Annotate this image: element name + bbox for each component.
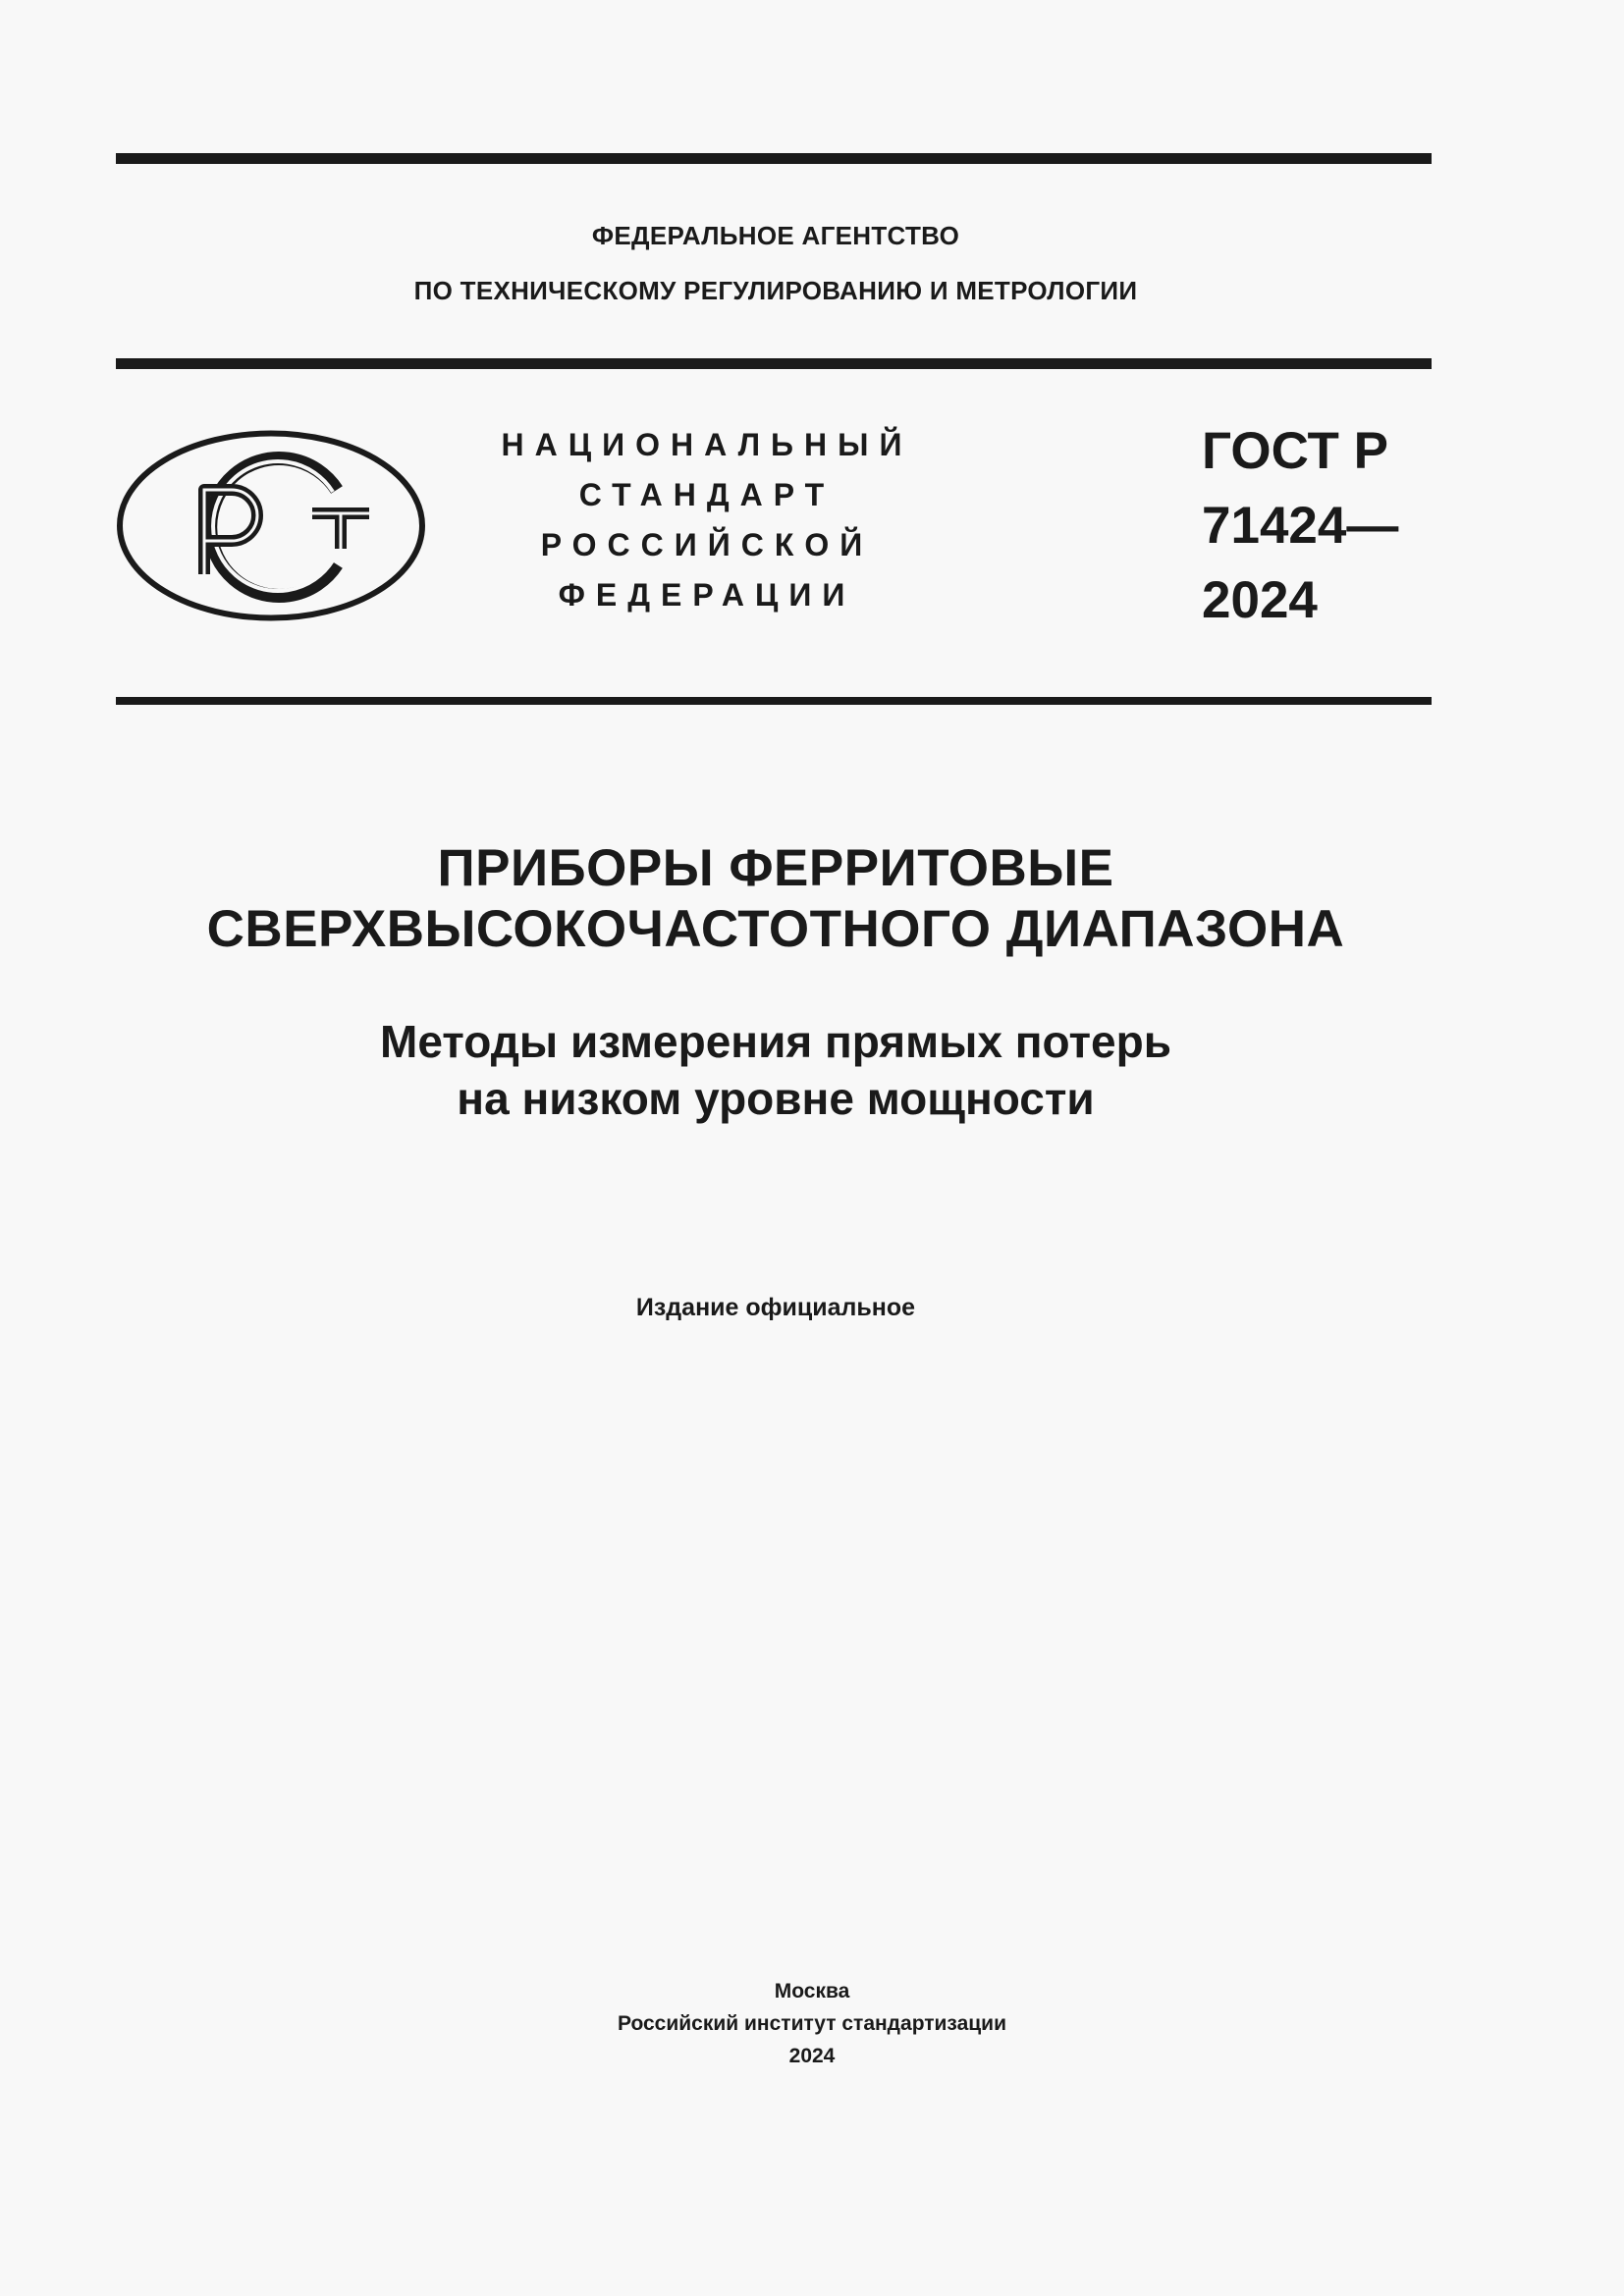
rst-certification-mark-icon: [116, 429, 426, 622]
agency-name-line-1: ФЕДЕРАЛЬНОЕ АГЕНТСТВО: [591, 221, 960, 250]
imprint-city: Москва: [774, 1980, 850, 2002]
designation-line-3: 2024: [1202, 571, 1318, 629]
document-title: [0, 838, 1551, 960]
top-rule: [116, 153, 1432, 164]
subtitle-line-2: на низком уровне мощности: [457, 1073, 1095, 1124]
subtitle-line-1: Методы измерения прямых потерь: [380, 1016, 1171, 1067]
national-standard-label: [496, 420, 918, 620]
national-standard-line: ФЕДЕРАЦИИ: [558, 577, 856, 613]
imprint-year: 2024: [788, 2045, 836, 2067]
document-subtitle: [0, 1013, 1551, 1127]
edition-label: Издание официальное: [635, 1294, 916, 1321]
designation-line-1: ГОСТ Р: [1202, 422, 1388, 480]
section-rule: [116, 697, 1432, 705]
title-line-1: ПРИБОРЫ ФЕРРИТОВЫЕ: [437, 839, 1114, 897]
national-standard-line: РОССИЙСКОЙ: [540, 527, 874, 562]
designation-line-2: 71424—: [1202, 497, 1399, 555]
imprint-publisher: Российский институт стандартизации: [617, 2012, 1007, 2035]
imprint: [0, 1975, 1624, 2072]
standard-designation: [1202, 414, 1398, 638]
title-line-2: СВЕРХВЫСОКОЧАСТОТНОГО ДИАПАЗОНА: [206, 900, 1345, 958]
agency-name-line-2: ПО ТЕХНИЧЕСКОМУ РЕГУЛИРОВАНИЮ И МЕТРОЛОГИИ: [413, 276, 1138, 305]
national-standard-line: НАЦИОНАЛЬНЫЙ: [501, 427, 913, 462]
header-rule: [116, 358, 1432, 369]
national-standard-line: СТАНДАРТ: [578, 477, 836, 512]
